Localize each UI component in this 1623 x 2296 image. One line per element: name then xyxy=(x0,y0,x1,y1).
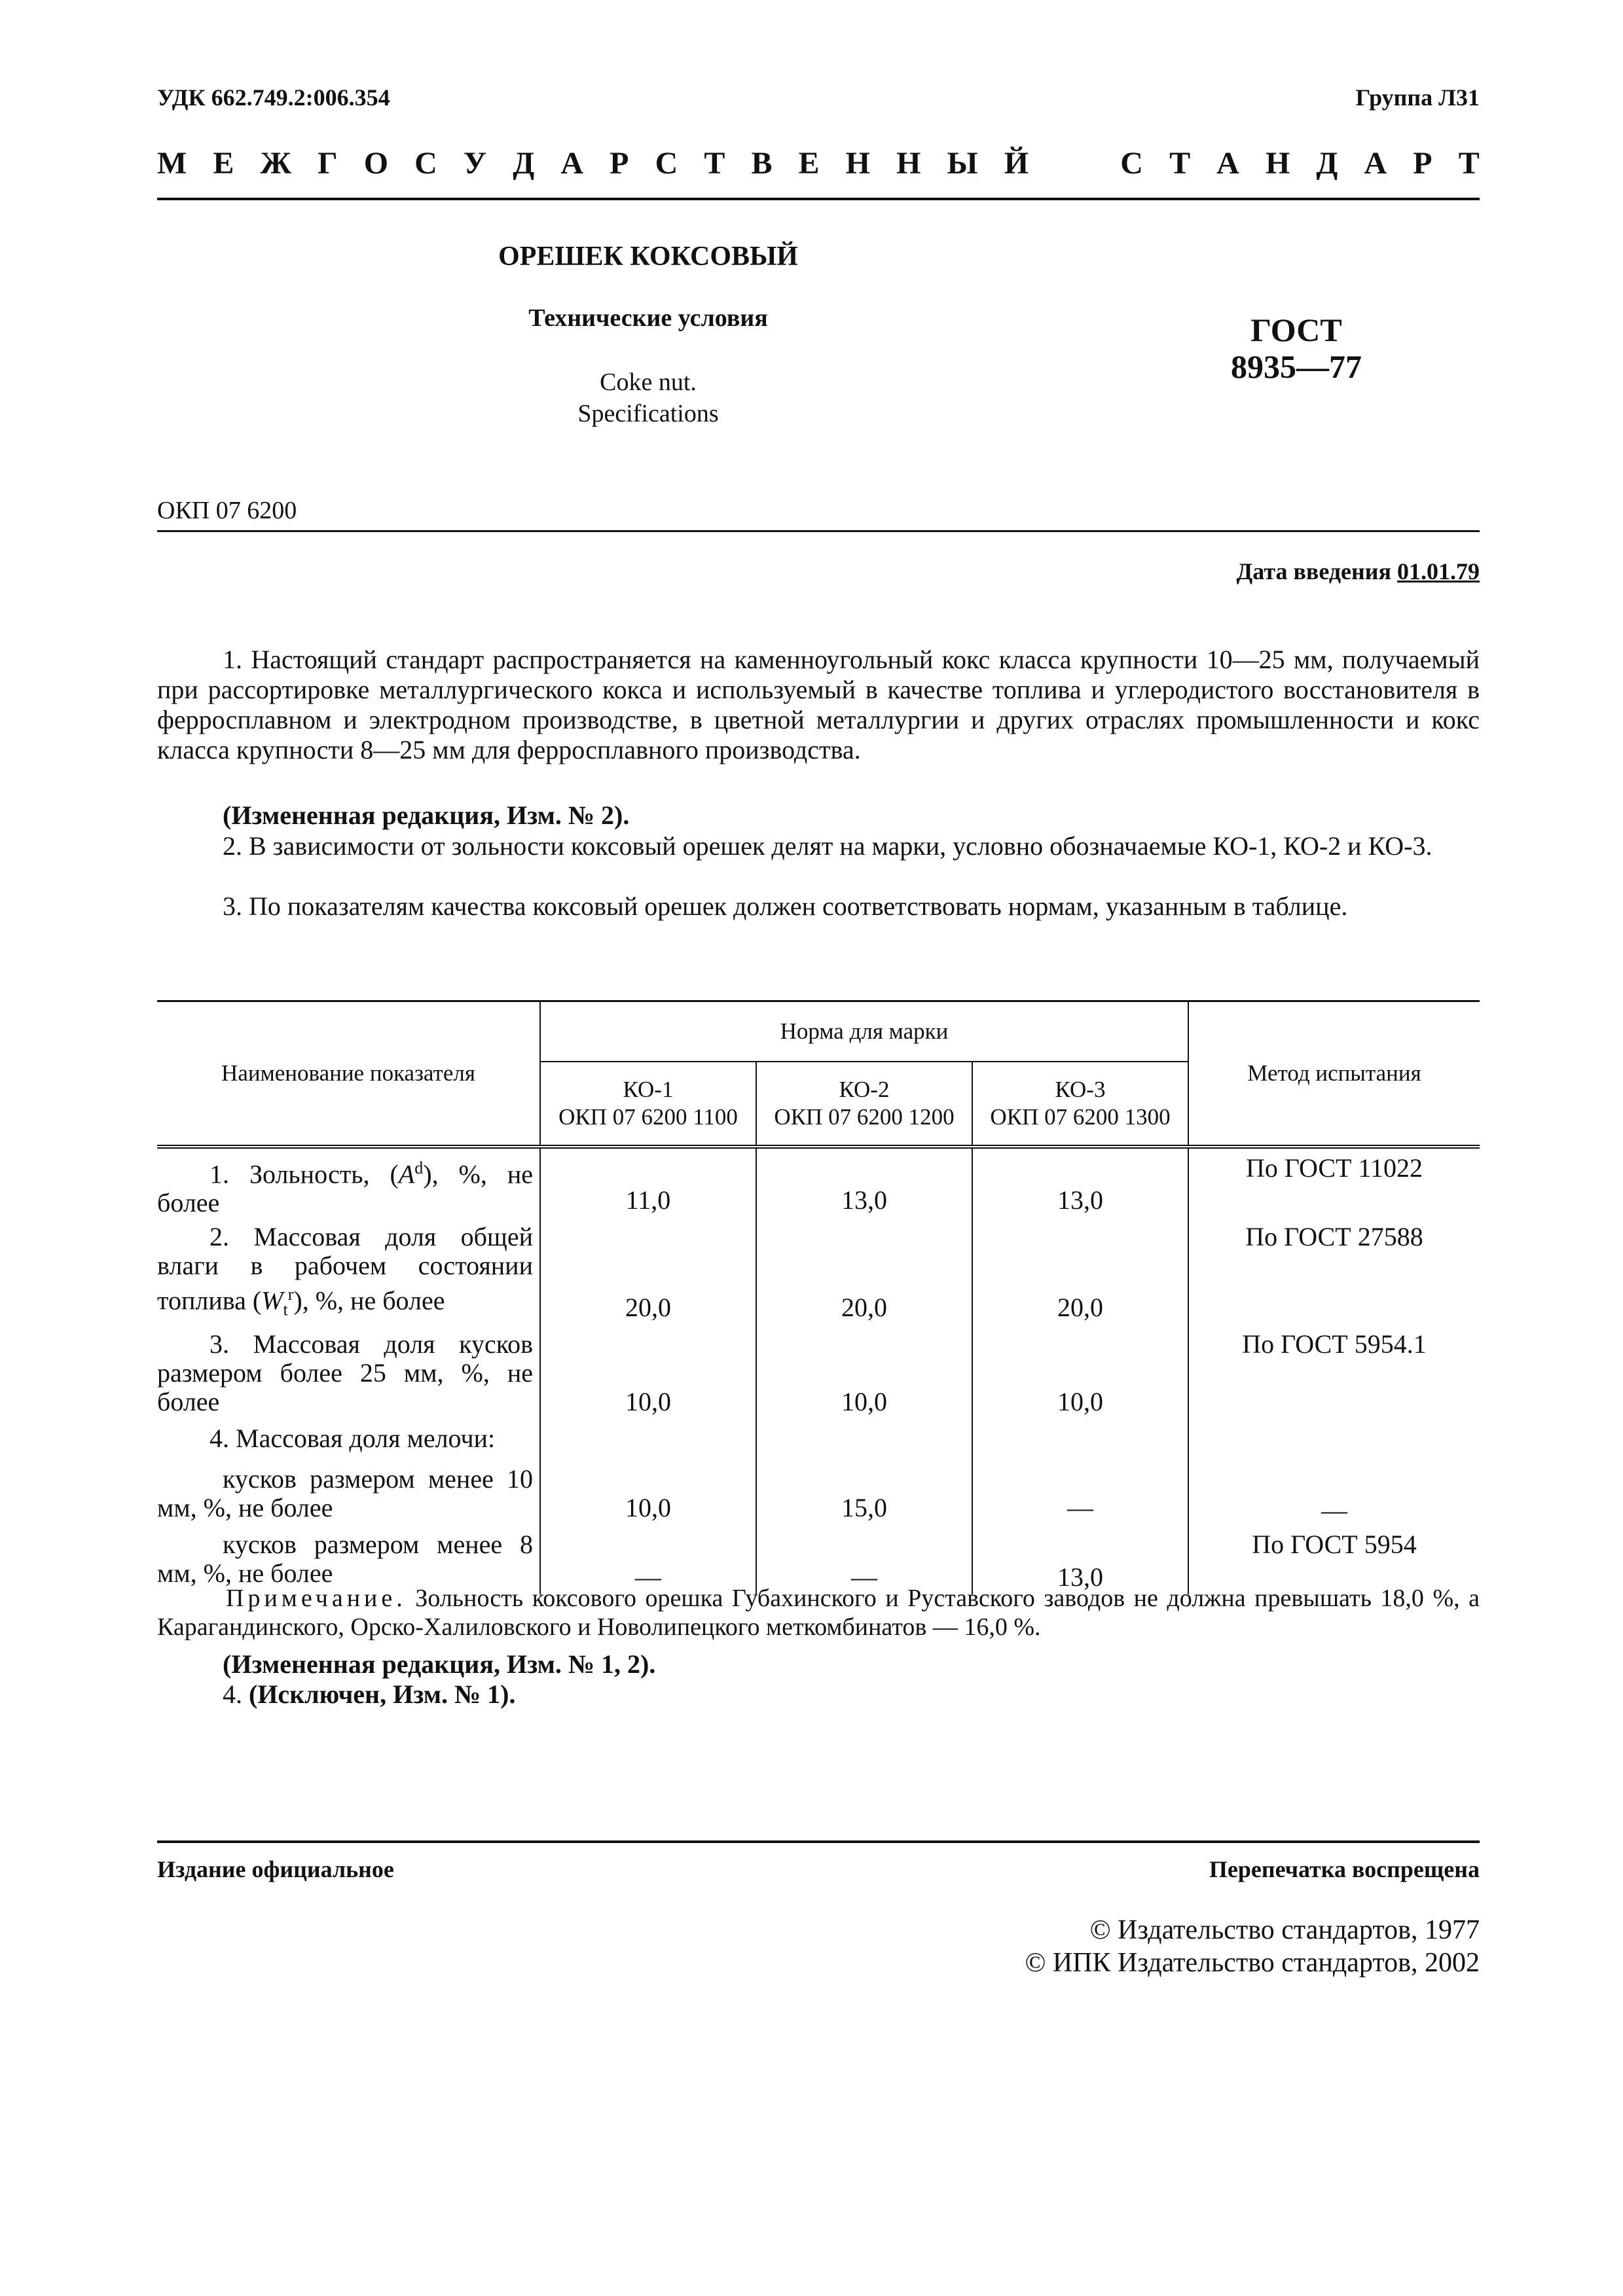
value-ko-3: 13,0 xyxy=(972,1525,1188,1594)
banner-letter: Е xyxy=(213,146,234,181)
row-name-part: A xyxy=(398,1159,415,1189)
row-name-part: ), %, не более xyxy=(157,1159,533,1218)
doc-title: ОРЕШЕК КОКСОВЫЙ xyxy=(498,242,798,272)
table-note-text: Зольность коксового орешка Губахинского и Руставского заводов не должна превышать 18,0 %, а Карагандинского, Орско-Халиловского и Новолипецкого меткомбинатов — 16,0 %. xyxy=(157,1585,1480,1641)
paragraph-4-number: 4. xyxy=(223,1679,249,1709)
banner-letter: М xyxy=(157,146,187,181)
banner-letter: С xyxy=(414,146,437,181)
paragraph-3: 3. По показателям качества коксовый орешек должен соответствовать нормам, указанным в таблице. xyxy=(223,891,1348,921)
row-name-text: кусков размером менее 8 мм, %, не более xyxy=(157,1529,533,1588)
test-method: По ГОСТ 11022 xyxy=(1188,1147,1480,1217)
value-ko-2: 13,0 xyxy=(756,1147,972,1217)
col-header-mark xyxy=(540,1062,756,1147)
banner-letter: Т xyxy=(1458,146,1480,181)
table-row xyxy=(157,1419,1480,1460)
banner-letter: Н xyxy=(845,146,870,181)
value-ko-2: 15,0 xyxy=(756,1460,972,1525)
banner-letter: А xyxy=(560,146,584,181)
mark-name: КО-3 xyxy=(1055,1077,1106,1102)
banner-letter: Д xyxy=(1316,146,1338,181)
mark-okp: ОКП 07 6200 1200 xyxy=(774,1104,955,1130)
banner-letter: А xyxy=(1364,146,1387,181)
mark-name: КО-1 xyxy=(623,1077,674,1102)
value-ko-1: 20,0 xyxy=(540,1217,756,1324)
banner-letter: А xyxy=(1216,146,1239,181)
value-ko-1: 10,0 xyxy=(540,1325,756,1419)
test-method: По ГОСТ 5954.1 xyxy=(1188,1325,1480,1419)
test-method: По ГОСТ 27588 xyxy=(1188,1217,1480,1324)
banner-letter: Ы xyxy=(947,146,978,181)
value-ko-2: — xyxy=(756,1525,972,1594)
effective-date xyxy=(1237,558,1480,585)
copyright-2002: © ИПК Издательство стандартов, 2002 xyxy=(1025,1948,1480,1978)
banner-letter: С xyxy=(1120,146,1143,181)
paragraph-4 xyxy=(157,1679,1480,1710)
table-note xyxy=(157,1584,1480,1641)
paragraph-4-text: (Исключен, Изм. № 1). xyxy=(249,1679,516,1709)
row-name-text: 4. Массовая доля мелочи: xyxy=(210,1423,496,1453)
footer-rule xyxy=(157,1840,1480,1843)
banner-letter: Р xyxy=(610,146,629,181)
standard-banner xyxy=(157,145,1480,181)
value-ko-1 xyxy=(540,1419,756,1460)
value-ko-1: 10,0 xyxy=(540,1460,756,1525)
value-ko-3: 10,0 xyxy=(972,1325,1188,1419)
gost-number: 8935—77 xyxy=(1231,348,1362,385)
mark-name: КО-2 xyxy=(839,1077,890,1102)
row-name xyxy=(157,1217,540,1324)
okp-rule xyxy=(157,530,1480,532)
col-header-method: Метод испытания xyxy=(1188,1001,1480,1147)
test-method: По ГОСТ 5954 xyxy=(1188,1525,1480,1594)
copyright-1977: © Издательство стандартов, 1977 xyxy=(1089,1915,1480,1945)
mark-okp: ОКП 07 6200 1300 xyxy=(990,1104,1171,1130)
table-change: (Измененная редакция, Изм. № 1, 2). xyxy=(223,1649,656,1679)
banner-gap xyxy=(1055,145,1094,181)
row-name xyxy=(157,1419,540,1460)
table-row xyxy=(157,1460,1480,1525)
gost-label: ГОСТ xyxy=(1250,312,1342,348)
banner-letter: Е xyxy=(798,146,820,181)
row-name xyxy=(157,1460,540,1525)
row-name-part: ), %, не более xyxy=(293,1285,445,1316)
paragraph-1-change: (Измененная редакция, Изм. № 2). xyxy=(223,800,630,830)
banner-letter: Р xyxy=(1413,146,1432,181)
paragraph-2: 2. В зависимости от зольности коксовый орешек делят на марки, условно обозначаемые КО-1, КО-2 и КО-3. xyxy=(223,831,1432,861)
banner-letter: Н xyxy=(896,146,921,181)
quality-table xyxy=(157,1001,1480,1594)
value-ko-2: 20,0 xyxy=(756,1217,972,1324)
doc-title-en: Coke nut. xyxy=(600,368,697,396)
okp-code: ОКП 07 6200 xyxy=(157,497,297,524)
value-ko-2 xyxy=(756,1419,972,1460)
paragraph-1: 1. Настоящий стандарт распространяется на каменноугольный кокс класса крупности 10—25 мм, получаемый при рассортировке металлургического кокса и используемый в качестве топлива и углеродистого восстановителя в ферросплавном и электродном производстве, в цветной металлургии и других отраслях промышленности и кокс класса крупности 8—25 мм для ферросплавного производства. xyxy=(157,645,1480,764)
effective-date-value: 01.01.79 xyxy=(1397,558,1480,584)
banner-letter: В xyxy=(751,146,773,181)
row-name-part: 2. Массовая доля общей влаги в рабочем состоянии топлива ( xyxy=(157,1222,533,1316)
col-header-mark xyxy=(756,1062,972,1147)
udk-code: УДК 662.749.2:006.354 xyxy=(157,84,390,111)
value-ko-3 xyxy=(972,1419,1188,1460)
value-ko-1: — xyxy=(540,1525,756,1594)
value-ko-3: 20,0 xyxy=(972,1217,1188,1324)
banner-letter: О xyxy=(363,146,389,181)
row-name-text: 3. Массовая доля кусков размером более 25 мм, %, не более xyxy=(157,1329,533,1416)
row-name-text: кусков размером менее 10 мм, %, не более xyxy=(157,1463,533,1522)
table-row xyxy=(157,1325,1480,1419)
banner-letter: Г xyxy=(318,146,338,181)
doc-subtitle-en: Specifications xyxy=(577,400,719,427)
row-name-part: 1. Зольность, ( xyxy=(210,1159,399,1189)
banner-letter: Й xyxy=(1004,146,1029,181)
test-method xyxy=(1188,1419,1480,1460)
value-ko-3: 13,0 xyxy=(972,1147,1188,1217)
test-method: — xyxy=(1188,1460,1480,1525)
footer-official-edition: Издание официальное xyxy=(157,1856,394,1882)
value-ko-3: — xyxy=(972,1460,1188,1525)
table-note-label: Примечание. xyxy=(226,1585,407,1612)
row-name xyxy=(157,1325,540,1419)
banner-letter: С xyxy=(655,146,678,181)
row-name-part: r xyxy=(287,1285,294,1304)
col-header-name: Наименование показателя xyxy=(157,1001,540,1147)
banner-letter: Н xyxy=(1265,146,1290,181)
doc-subtitle: Технические условия xyxy=(528,304,768,332)
table-row xyxy=(157,1217,1480,1324)
banner-letter: У xyxy=(463,146,487,181)
banner-letter: Т xyxy=(704,146,725,181)
col-header-norm: Норма для марки xyxy=(540,1001,1188,1062)
row-name-part: t xyxy=(283,1300,288,1319)
value-ko-1: 11,0 xyxy=(540,1147,756,1217)
effective-date-label: Дата введения xyxy=(1236,558,1391,584)
row-name-part: d xyxy=(414,1158,424,1177)
table-row xyxy=(157,1147,1480,1217)
banner-letter: Д xyxy=(513,146,535,181)
col-header-mark xyxy=(972,1062,1188,1147)
banner-rule xyxy=(157,198,1480,200)
row-name-part: W xyxy=(261,1285,283,1316)
footer-reprint-prohibited: Перепечатка воспрещена xyxy=(1209,1856,1480,1882)
banner-letter: Т xyxy=(1169,146,1191,181)
banner-letter: Ж xyxy=(260,146,291,181)
row-name xyxy=(157,1147,540,1217)
value-ko-2: 10,0 xyxy=(756,1325,972,1419)
mark-okp: ОКП 07 6200 1100 xyxy=(558,1104,738,1130)
group-code: Группа Л31 xyxy=(1355,84,1480,111)
